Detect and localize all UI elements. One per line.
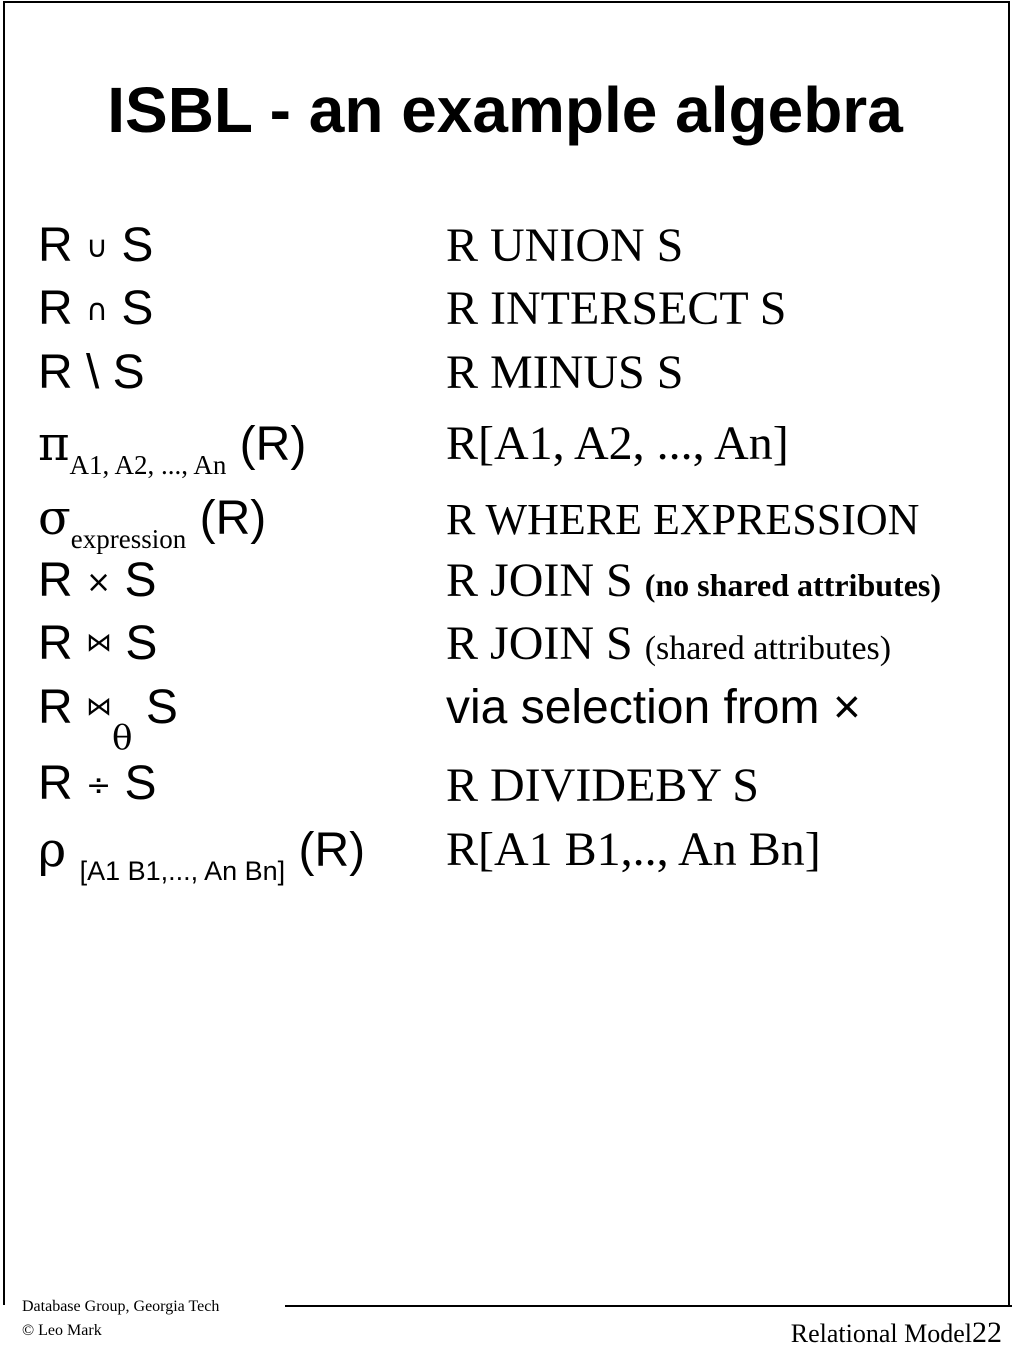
union-isbl: R UNION S bbox=[446, 219, 684, 272]
bowtie-symbol: ⋈ bbox=[86, 692, 113, 722]
relation-s: S bbox=[121, 282, 154, 335]
join-isbl-text: R JOIN S bbox=[446, 617, 633, 670]
rho-symbol: ρ bbox=[38, 822, 67, 878]
projection-isbl: R[A1, A2, ..., An] bbox=[446, 417, 789, 470]
relation-s: S bbox=[124, 554, 157, 607]
rename-expression bbox=[38, 822, 366, 886]
selection-expression bbox=[38, 490, 267, 554]
rename-argument: (R) bbox=[298, 824, 366, 877]
relation-r: R bbox=[38, 757, 73, 810]
projection-expression bbox=[38, 416, 307, 480]
relation-r: R bbox=[38, 282, 73, 335]
selection-subscript: expression bbox=[70, 524, 187, 554]
theta-join-isbl: via selection from × bbox=[446, 681, 861, 734]
rename-subscript: [A1 B1,..., An Bn] bbox=[79, 856, 286, 886]
relation-s: S bbox=[145, 681, 178, 734]
product-expression bbox=[38, 554, 157, 607]
intersect-symbol: ∩ bbox=[86, 293, 108, 328]
relation-r: R bbox=[38, 681, 73, 734]
join-expression bbox=[38, 617, 158, 670]
projection-argument: (R) bbox=[239, 418, 307, 471]
slide-title: ISBL - an example algebra bbox=[107, 74, 903, 146]
minus-isbl: R MINUS S bbox=[446, 346, 684, 399]
bowtie-symbol: ⋈ bbox=[86, 628, 113, 658]
relation-s: S bbox=[124, 757, 157, 810]
footer-page-info bbox=[791, 1318, 1002, 1348]
intersect-expression bbox=[38, 282, 154, 335]
union-symbol: ∪ bbox=[86, 230, 108, 265]
product-note: (no shared attributes) bbox=[644, 567, 941, 603]
product-isbl bbox=[446, 554, 941, 607]
divide-symbol: ÷ bbox=[86, 768, 112, 803]
theta-join-expression bbox=[38, 681, 178, 758]
relation-r: R bbox=[38, 617, 73, 670]
product-isbl-text: R JOIN S bbox=[446, 554, 633, 607]
join-note: (shared attributes) bbox=[644, 630, 892, 667]
selection-argument: (R) bbox=[199, 492, 267, 545]
sigma-symbol: σ bbox=[38, 490, 71, 546]
relation-r: R bbox=[38, 554, 73, 607]
footer-copyright: © Leo Mark bbox=[22, 1322, 102, 1339]
intersect-isbl: R INTERSECT S bbox=[446, 282, 787, 335]
relation-r: R bbox=[38, 219, 73, 272]
minus-expression: R \ S bbox=[38, 346, 145, 399]
footer-organization: Database Group, Georgia Tech bbox=[22, 1298, 220, 1315]
footer-divider bbox=[285, 1305, 1012, 1307]
union-expression bbox=[38, 219, 154, 272]
division-isbl: R DIVIDEBY S bbox=[446, 759, 759, 812]
join-isbl bbox=[446, 617, 892, 670]
relation-s: S bbox=[121, 219, 154, 272]
footer-page-number: 22 bbox=[972, 1316, 1002, 1349]
times-symbol: × bbox=[86, 565, 112, 600]
footer-section-title: Relational Model bbox=[790, 1319, 972, 1348]
relation-s: S bbox=[125, 617, 158, 670]
projection-subscript: A1, A2, ..., An bbox=[69, 450, 227, 480]
selection-isbl: R WHERE EXPRESSION bbox=[446, 495, 920, 544]
rename-isbl: R[A1 B1,.., An Bn] bbox=[446, 823, 821, 876]
theta-subscript: θ bbox=[112, 718, 133, 758]
division-expression bbox=[38, 757, 157, 810]
pi-symbol: π bbox=[38, 416, 70, 472]
